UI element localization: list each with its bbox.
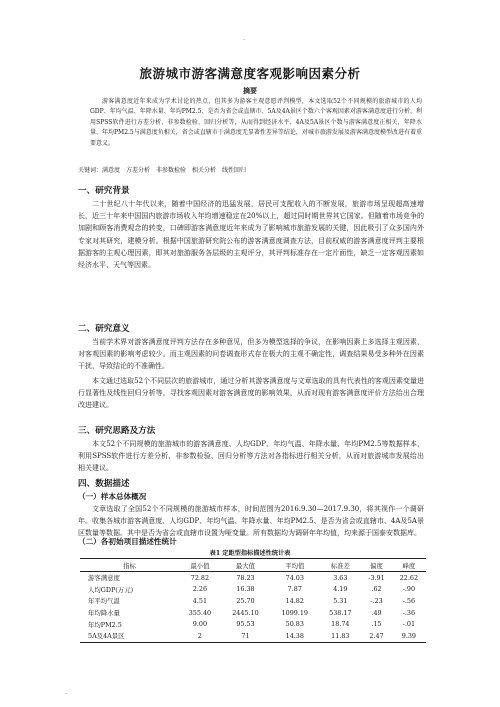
column-header: 最小值 <box>179 559 221 572</box>
column-header: 标准差 <box>319 559 361 572</box>
table-cell: 74.03 <box>285 573 304 582</box>
table-cell: .62 <box>371 585 382 594</box>
keywords-line: 关键词：满意度 方差分析 非参数检验 相关分析 线性回归 <box>78 167 247 174</box>
table-cell: 2 <box>179 630 221 642</box>
section-heading-significance: 二、研究意义 <box>78 324 130 334</box>
table-row <box>80 572 426 584</box>
table-cell: 72.82 <box>190 573 210 582</box>
header-dot: · <box>243 36 246 44</box>
table-cell: 人均GDP(万元) <box>88 585 134 594</box>
table-cell: 5.31 <box>333 596 348 605</box>
section-paragraph: 文章选取了全国52个不同规模的旅游城市样本，时间范围为2016.9.30—2017.9.30，将其视作一个调研年。收集各城市游客满意度、人均GDP、年均气温、年降水量、年均PM2.5、是否为省会或直辖市、4A及5A景区数量等数据。其中是否为省会或直辖市设置为哑变量。所有数据均为调研年年均值，均来源于国泰安数据库。 <box>78 505 424 538</box>
table-cell: 25.70 <box>236 596 255 605</box>
section-paragraph: 本文52个不同规模的旅游城市的游客满意度、人均GDP、年均气温、年降水量、年均PM2.5等数据样本，利用SPSS软件进行方差分析、非参数检验、回归分析等方法对各指标进行相关分析，从而对旅游城市发展给出相关建议。 <box>78 440 424 473</box>
subsection-heading-stats: （二）各初始项目描述性统计 <box>78 537 177 546</box>
table-cell: 3.63 <box>333 573 348 582</box>
table-cell: 4.19 <box>333 585 348 594</box>
table-cell: -.36 <box>402 608 416 617</box>
section-heading-method: 三、研究思路及方法 <box>78 426 156 436</box>
abstract-text: 游客满意度近年来成为学术讨论的热点，但其多为游客主观意愿评判模型，本文选取52个不同规模的旅游城市的人均GDP、年均气温、年降水量、年均PM2.5、是否为省会或直辖市、5A及4A景区个数六个客观因素对游客满意度进行分析，利用SPSS软件进行方差分析、非参数检验、回归分析等，从而得到经济水平、4A及5A景区个数与游客满意度正相关，年降水量、年均PM2.5与满意度负相关，省会或直辖市于满意度无显著性差异等结论，对城市旅游发展及游客满意度模型改进有着重要意义。 <box>90 98 422 147</box>
table-cell: 71 <box>221 630 270 642</box>
table-cell: 4.51 <box>192 596 208 605</box>
table-cell: 年均降水量 <box>88 609 120 618</box>
subsection-heading-overview: （一）样本总体概况 <box>78 492 147 501</box>
paper-title: 旅游城市游客满意度客观影响因素分析 <box>139 66 361 81</box>
column-header: 最大值 <box>221 559 270 572</box>
table-cell: 1099.19 <box>281 608 308 617</box>
column-header: 指标 <box>80 559 179 572</box>
table-cell: 16.38 <box>236 585 255 594</box>
column-header: 偏度 <box>361 559 392 572</box>
table-row <box>80 607 426 619</box>
descriptive-stats-table <box>80 558 426 643</box>
table-cell: 50.83 <box>285 620 304 629</box>
table-cell: 2445.10 <box>232 608 259 617</box>
table-cell: 78.23 <box>236 573 255 582</box>
table-cell: -.01 <box>402 620 416 629</box>
table-cell: -3.91 <box>368 573 385 582</box>
table-cell: 14.82 <box>285 596 304 605</box>
table-cell: .15 <box>371 620 382 629</box>
table-row <box>80 618 426 630</box>
column-header: 平均值 <box>270 559 319 572</box>
table-row <box>80 630 426 642</box>
table-cell: 2.26 <box>192 585 208 594</box>
table-cell: 游客满意度 <box>88 574 120 583</box>
section-heading-data: 四、数据描述 <box>78 479 130 489</box>
table-caption: 表1 定距型指标描述性统计表 <box>209 550 291 557</box>
table-cell: 7.87 <box>287 585 302 594</box>
section-paragraph: 二十世纪八十年代以来，随着中国经济的迅猛发展，居民可支配收入的不断发展，旅游市场呈现超高速增长，近三十年来中国国内旅游市场收入年均增速稳定在20%以上，超过同时期世界其它国家。但随着市场竞争的加剧和顾客消费观念的转变，口碑即游客满意度近年来成为了影响城市旅游发展的关键，因此吸引了众多国内外专家对其研究，建模分析。根据中国旅游研究院公布的游客满意度调查方法，目前权威的游客满意度评判主要根据游客的主观心理因素，即其对旅游服务各层级的主观评分，其评判标准存在一定片面性，缺乏一定客观因素如经济水平、天气等因素。 <box>78 200 424 270</box>
table-cell: 538.17 <box>329 608 352 617</box>
column-header: 峰度 <box>392 559 426 572</box>
table-cell: .49 <box>371 608 382 617</box>
table-cell: -.56 <box>402 596 416 605</box>
table-cell: 2.47 <box>361 630 392 642</box>
table-cell: 18.74 <box>331 620 350 629</box>
table-cell: 14.38 <box>270 630 319 642</box>
table-cell: -.23 <box>370 596 383 605</box>
table-cell: 年均PM2.5 <box>88 620 122 629</box>
section-heading-background: 一、研究背景 <box>78 186 130 196</box>
table-cell: 9.39 <box>392 630 426 642</box>
table-cell: 年平均气温 <box>88 597 120 606</box>
footer-dot: · <box>65 690 68 698</box>
section-paragraph: 当前学术界对游客满意度评判方法存在多种意见，但多为模型选择的争议，在影响因素上多选择主观因素，对客观因素的影响考虑较少。而主观因素的问卷调查形式存在极大的主观不确定性，调查结果易受多种外在因素干扰，导致结论的不准确性。 <box>78 338 424 371</box>
table-header-row <box>80 559 426 572</box>
abstract-heading: 摘要 <box>243 86 257 95</box>
table-cell: 11.83 <box>319 630 361 642</box>
table-cell: 355.40 <box>188 608 212 617</box>
table-cell: 22.62 <box>399 573 419 582</box>
section-paragraph: 本文通过选取52个不同层次的旅游城市，通过分析其游客满意度与文章选取的具有代表性的客观因素变量进行显著性及线性回归分析等，寻找客观因素对游客满意度的影响效果，从而对现有游客满意度评价方法给出合理改进建议。 <box>78 377 424 410</box>
table-cell: 9.00 <box>192 620 208 629</box>
table-row <box>80 595 426 607</box>
table-cell: 95.53 <box>236 620 255 629</box>
table-cell: 5A及4A景区 <box>80 630 179 642</box>
table-row <box>80 584 426 596</box>
table-cell: -.90 <box>402 585 416 594</box>
